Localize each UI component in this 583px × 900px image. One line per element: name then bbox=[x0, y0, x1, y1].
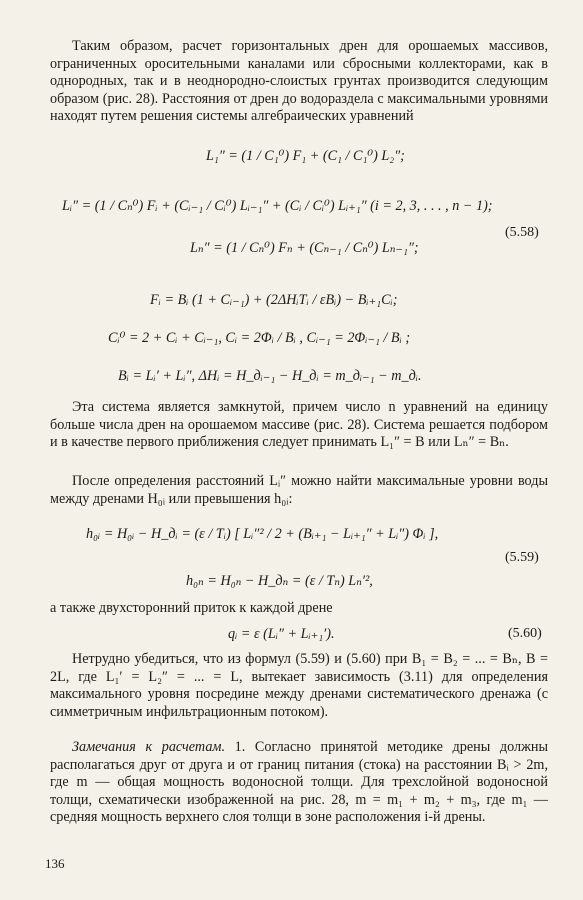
paragraph-6: 1. Согласно принятой методике дрены должны располагаться друг от друга и от границ питания (стока) на расстоянии Bᵢ > 2m, где m — общая мощность водоносной толщи. Для трехслойной водоносной толщи, схематически изображенной на рис. 28, m = m₁ + m₂ + m₃, где m₁ — средняя мощность верхнего слоя толщи в зоне расположения i-й дрены. bbox=[50, 739, 548, 826]
equation-5-58-line-1: L₁″ = (1 / C₁⁰) F₁ + (C₁ / C₁⁰) L₂″; bbox=[206, 148, 405, 164]
equation-5-59-line-2: h₀ₙ = H₀ₙ − H_дₙ = (ε / Tₙ) Lₙ′², bbox=[186, 573, 373, 589]
paragraph-1: Таким образом, расчет горизонтальных дрен для орошаемых массивов, ограниченных оросительными каналами или сбросными коллекторами, как в однородных, так и в неоднородно-слоистых грунтах производится следующим образом (рис. 28). Расстояния от дрен до водораздела с максимальными уровнями находят путем решения системы алгебраических уравнений bbox=[50, 38, 548, 125]
equation-5-58-line-2: Lᵢ″ = (1 / Cₙ⁰) Fᵢ + (Cᵢ₋₁ / Cᵢ⁰) Lᵢ₋₁″ + (Cᵢ / Cᵢ⁰) Lᵢ₊₁″ (i = 2, 3, . . . , n − 1); bbox=[62, 198, 493, 214]
paragraph-6-container bbox=[50, 739, 548, 827]
equation-number-5-58: (5.58) bbox=[505, 225, 539, 240]
equation-b-i: Bᵢ = Lᵢ′ + Lᵢ″, ΔHᵢ = H_дᵢ₋₁ − H_дᵢ = m_дᵢ₋₁ − m_дᵢ. bbox=[118, 368, 422, 384]
equation-number-5-59: (5.59) bbox=[505, 550, 539, 565]
page-number: 136 bbox=[45, 856, 65, 871]
equation-number-5-60: (5.60) bbox=[508, 626, 542, 641]
equation-5-60: qᵢ = ε (Lᵢ″ + Lᵢ₊₁′). bbox=[228, 626, 335, 642]
paragraph-4: а также двухсторонний приток к каждой дрене bbox=[50, 600, 333, 616]
notes-heading: Замечания к расчетам. bbox=[72, 739, 226, 755]
equation-5-59-line-1: h₀ᵢ = H₀ᵢ − H_дᵢ = (ε / Tᵢ) [ Lᵢ″² / 2 + (Bᵢ₊₁ − Lᵢ₊₁″ + Lᵢ″) Φᵢ ], bbox=[86, 526, 439, 542]
paragraph-3: После определения расстояний Lᵢ″ можно найти максимальные уровни воды между дренами H₀ᵢ или превышения h₀ᵢ: bbox=[50, 473, 548, 507]
equation-c-i: Cᵢ⁰ = 2 + Cᵢ + Cᵢ₋₁, Cᵢ = 2Φᵢ / Bᵢ , Cᵢ₋₁ = 2Φᵢ₋₁ / Bᵢ ; bbox=[108, 330, 411, 346]
paragraph-5: Нетрудно убедиться, что из формул (5.59) и (5.60) при B₁ = B₂ = ... = Bₙ, B = 2L, где L₁′ = L₂″ = ... = L, вытекает зависимость (3.11) для определения максимального уровня посредине между дренами систематического дренажа (с симметричным инфильтрационным потоком). bbox=[50, 651, 548, 720]
equation-f-i: Fᵢ = Bᵢ (1 + Cᵢ₋₁) + (2ΔHᵢTᵢ / εBᵢ) − Bᵢ₊₁Cᵢ; bbox=[150, 292, 398, 308]
paragraph-2: Эта система является замкнутой, причем число n уравнений на единицу больше числа дрен на орошаемом массиве (рис. 28). Система решается подбором и в качестве первого приближения следует принимать L₁″ = B или Lₙ″ = Bₙ. bbox=[50, 399, 548, 451]
equation-5-58-line-3: Lₙ″ = (1 / Cₙ⁰) Fₙ + (Cₙ₋₁ / Cₙ⁰) Lₙ₋₁″; bbox=[190, 240, 419, 256]
